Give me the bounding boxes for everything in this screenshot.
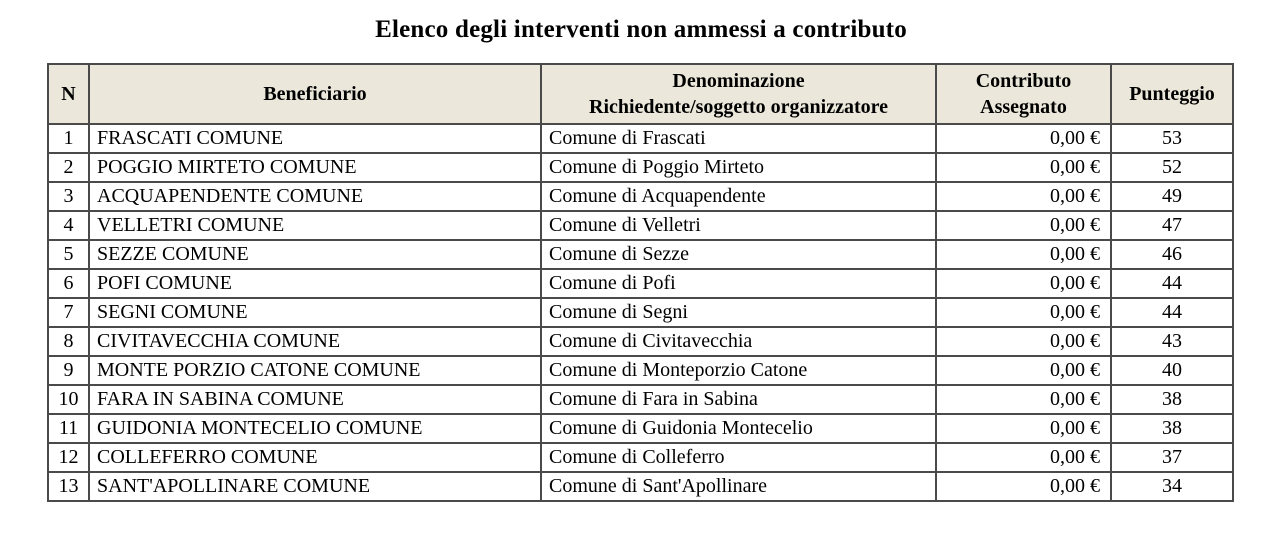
cell-beneficiario: GUIDONIA MONTECELIO COMUNE	[89, 414, 541, 443]
cell-contributo: 0,00 €	[936, 240, 1111, 269]
cell-beneficiario: MONTE PORZIO CATONE COMUNE	[89, 356, 541, 385]
cell-n: 4	[48, 211, 89, 240]
table-row	[48, 182, 1233, 211]
cell-beneficiario: ACQUAPENDENTE COMUNE	[89, 182, 541, 211]
table-row	[48, 414, 1233, 443]
cell-beneficiario: POGGIO MIRTETO COMUNE	[89, 153, 541, 182]
cell-denominazione: Comune di Pofi	[541, 269, 936, 298]
table-row	[48, 443, 1233, 472]
cell-punteggio: 46	[1111, 240, 1233, 269]
column-header-beneficiario: Beneficiario	[89, 64, 541, 124]
cell-contributo: 0,00 €	[936, 327, 1111, 356]
cell-denominazione: Comune di Fara in Sabina	[541, 385, 936, 414]
column-header-contributo	[936, 64, 1111, 124]
column-header-contributo-line2: Assegnato	[980, 96, 1067, 118]
table-row	[48, 385, 1233, 414]
cell-contributo: 0,00 €	[936, 356, 1111, 385]
table-row	[48, 472, 1233, 501]
cell-punteggio: 38	[1111, 414, 1233, 443]
cell-beneficiario: SANT'APOLLINARE COMUNE	[89, 472, 541, 501]
table-row	[48, 124, 1233, 153]
column-header-n: N	[48, 64, 89, 124]
cell-beneficiario: VELLETRI COMUNE	[89, 211, 541, 240]
column-header-denominazione-line2: Richiedente/soggetto organizzatore	[589, 96, 888, 118]
cell-punteggio: 38	[1111, 385, 1233, 414]
table-row	[48, 298, 1233, 327]
cell-denominazione: Comune di Frascati	[541, 124, 936, 153]
cell-beneficiario: POFI COMUNE	[89, 269, 541, 298]
cell-denominazione: Comune di Guidonia Montecelio	[541, 414, 936, 443]
cell-n: 13	[48, 472, 89, 501]
cell-beneficiario: CIVITAVECCHIA COMUNE	[89, 327, 541, 356]
cell-n: 3	[48, 182, 89, 211]
column-header-punteggio: Punteggio	[1111, 64, 1233, 124]
cell-contributo: 0,00 €	[936, 385, 1111, 414]
cell-n: 8	[48, 327, 89, 356]
cell-n: 12	[48, 443, 89, 472]
cell-denominazione: Comune di Sant'Apollinare	[541, 472, 936, 501]
cell-n: 11	[48, 414, 89, 443]
cell-contributo: 0,00 €	[936, 472, 1111, 501]
cell-denominazione: Comune di Acquapendente	[541, 182, 936, 211]
cell-n: 9	[48, 356, 89, 385]
column-header-denominazione	[541, 64, 936, 124]
non-admitted-interventions-table	[47, 63, 1234, 502]
cell-denominazione: Comune di Sezze	[541, 240, 936, 269]
table-row	[48, 240, 1233, 269]
cell-n: 2	[48, 153, 89, 182]
cell-punteggio: 37	[1111, 443, 1233, 472]
cell-contributo: 0,00 €	[936, 211, 1111, 240]
table-row	[48, 153, 1233, 182]
cell-contributo: 0,00 €	[936, 269, 1111, 298]
cell-n: 6	[48, 269, 89, 298]
column-header-denominazione-line1: Denominazione	[672, 70, 805, 92]
cell-punteggio: 34	[1111, 472, 1233, 501]
cell-contributo: 0,00 €	[936, 414, 1111, 443]
cell-n: 7	[48, 298, 89, 327]
cell-punteggio: 40	[1111, 356, 1233, 385]
table-row	[48, 211, 1233, 240]
cell-punteggio: 53	[1111, 124, 1233, 153]
cell-contributo: 0,00 €	[936, 153, 1111, 182]
cell-denominazione: Comune di Velletri	[541, 211, 936, 240]
header-row	[48, 64, 1233, 124]
page-title: Elenco degli interventi non ammessi a contributo	[375, 16, 907, 43]
table-header	[48, 64, 1233, 124]
cell-beneficiario: FRASCATI COMUNE	[89, 124, 541, 153]
cell-denominazione: Comune di Colleferro	[541, 443, 936, 472]
table-row	[48, 269, 1233, 298]
cell-punteggio: 49	[1111, 182, 1233, 211]
cell-punteggio: 44	[1111, 298, 1233, 327]
cell-punteggio: 47	[1111, 211, 1233, 240]
cell-punteggio: 43	[1111, 327, 1233, 356]
table-row	[48, 327, 1233, 356]
cell-denominazione: Comune di Poggio Mirteto	[541, 153, 936, 182]
column-header-contributo-line1: Contributo	[975, 70, 1072, 92]
cell-contributo: 0,00 €	[936, 124, 1111, 153]
cell-contributo: 0,00 €	[936, 443, 1111, 472]
cell-n: 1	[48, 124, 89, 153]
cell-contributo: 0,00 €	[936, 182, 1111, 211]
cell-punteggio: 44	[1111, 269, 1233, 298]
cell-beneficiario: FARA IN SABINA COMUNE	[89, 385, 541, 414]
cell-beneficiario: SEZZE COMUNE	[89, 240, 541, 269]
cell-beneficiario: SEGNI COMUNE	[89, 298, 541, 327]
cell-n: 5	[48, 240, 89, 269]
cell-punteggio: 52	[1111, 153, 1233, 182]
cell-denominazione: Comune di Monteporzio Catone	[541, 356, 936, 385]
cell-contributo: 0,00 €	[936, 298, 1111, 327]
cell-n: 10	[48, 385, 89, 414]
cell-beneficiario: COLLEFERRO COMUNE	[89, 443, 541, 472]
table-body	[48, 124, 1233, 501]
table-row	[48, 356, 1233, 385]
cell-denominazione: Comune di Civitavecchia	[541, 327, 936, 356]
cell-denominazione: Comune di Segni	[541, 298, 936, 327]
